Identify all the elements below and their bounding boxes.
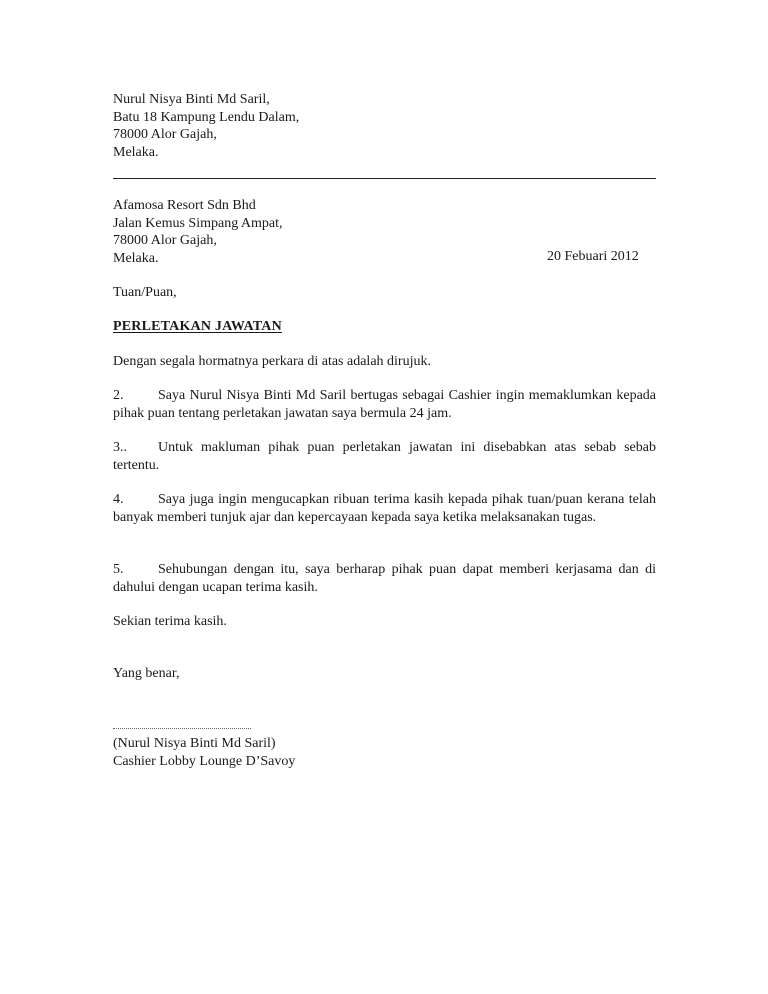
paragraph-number: 2.	[113, 388, 124, 403]
paragraph-text: Saya Nurul Nisya Binti Md Saril bertugas sebagai Cashier ingin memaklumkan kepada pihak puan tentang perletakan jawatan saya bermula 24 jam.	[113, 388, 656, 421]
recipient-address-line-3: Melaka.	[113, 250, 159, 266]
salutation: Tuan/Puan,	[113, 285, 177, 300]
opening-paragraph: Dengan segala hormatnya perkara di atas adalah dirujuk.	[113, 354, 431, 369]
sender-address-line-2: 78000 Alor Gajah,	[113, 127, 217, 142]
paragraph-number: 5.	[113, 562, 124, 577]
header-divider	[113, 178, 656, 179]
paragraph-number: 3..	[113, 440, 127, 455]
recipient-name: Afamosa Resort Sdn Bhd	[113, 198, 256, 213]
closing-phrase: Yang benar,	[113, 666, 180, 681]
letter-date: 20 Febuari 2012	[547, 249, 639, 264]
closing-thanks: Sekian terima kasih.	[113, 614, 227, 629]
subject-text: PERLETAKAN JAWATAN	[113, 319, 282, 334]
sender-address-line-3: Melaka.	[113, 144, 159, 160]
paragraph-number: 4.	[113, 492, 124, 507]
paragraph-text: Sehubungan dengan itu, saya berharap pihak puan dapat memberi kerjasama dan di dahului dengan ucapan terima kasih.	[113, 562, 656, 595]
signature-block	[113, 735, 656, 770]
paragraph-text: Untuk makluman pihak puan perletakan jawatan ini disebabkan atas sebab sebab tertentu.	[113, 440, 656, 473]
paragraph-2	[113, 387, 656, 422]
paragraph-3	[113, 439, 656, 474]
paragraph-text: Saya juga ingin mengucapkan ribuan terima kasih kepada pihak tuan/puan kerana telah banyak memberi tunjuk ajar dan kepercayaan kepada saya ketika melaksanakan tugas.	[113, 492, 656, 525]
recipient-address-line-1: Jalan Kemus Simpang Ampat,	[113, 215, 283, 231]
recipient-address-line-2: 78000 Alor Gajah,	[113, 233, 217, 248]
paragraph-5	[113, 561, 656, 596]
subject-line	[113, 318, 656, 336]
paragraph-4	[113, 491, 656, 526]
signature-line	[113, 728, 251, 729]
signatory-title: Cashier Lobby Lounge D’Savoy	[113, 753, 296, 769]
sender-address-line-1: Batu 18 Kampung Lendu Dalam,	[113, 109, 300, 125]
signatory-name: (Nurul Nisya Binti Md Saril)	[113, 736, 276, 751]
sender-name: Nurul Nisya Binti Md Saril,	[113, 92, 270, 107]
sender-address	[113, 91, 656, 161]
